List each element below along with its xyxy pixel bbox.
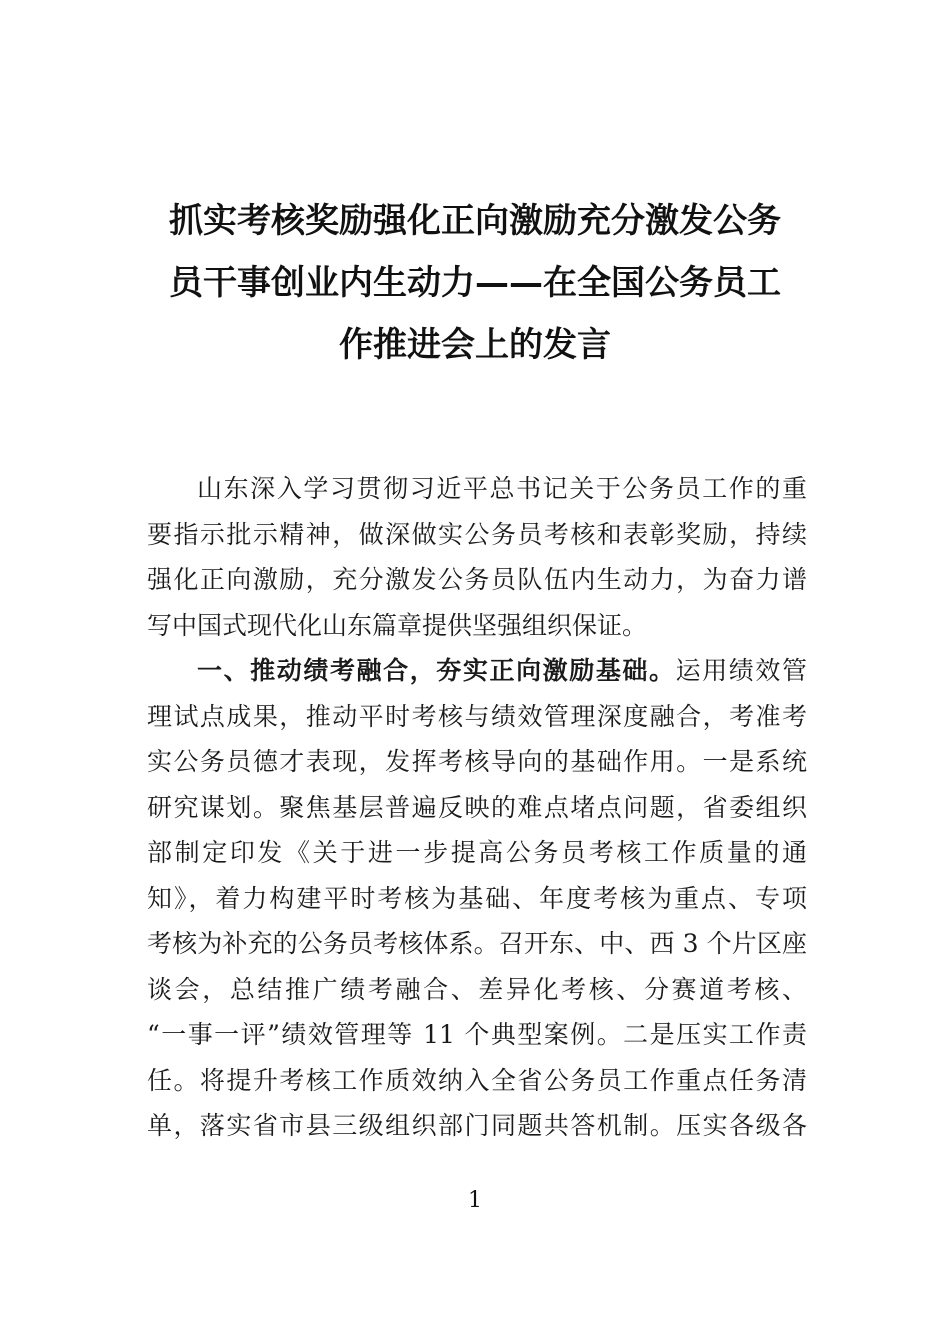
paragraph-line: 任。将提升考核工作质效纳入全省公务员工作重点任务清	[147, 1065, 807, 1095]
document-title	[140, 190, 810, 376]
title-line-2: 员干事创业内生动力——在全国公务员工	[169, 263, 781, 303]
paragraph-line: 谈会，总结推广绩考融合、差异化考核、分赛道考核、	[147, 974, 807, 1004]
section-heading: 一、推动绩考融合，夯实正向激励基础。	[197, 656, 676, 685]
paragraph-line: 知》，着力构建平时考核为基础、年度考核为重点、专项	[147, 883, 807, 913]
paragraph-line: 实公务员德才表现，发挥考核导向的基础作用。一是系统	[147, 747, 807, 776]
paragraph-line: 部制定印发《关于进一步提高公务员考核工作质量的通	[147, 838, 807, 867]
paragraph-line: 研究谋划。聚焦基层普遍反映的难点堵点问题，省委组织	[147, 792, 807, 822]
paragraph-line: 山东深入学习贯彻习近平总书记关于公务员工作的重	[197, 474, 807, 503]
paragraph-line	[147, 648, 807, 694]
paragraph-line: 单，落实省市县三级组织部门同题共答机制。压实各级各	[147, 1111, 807, 1140]
page-number: 1	[468, 1188, 482, 1213]
paragraph-line: 理试点成果，推动平时考核与绩效管理深度融合，考准考	[147, 701, 807, 731]
title-line-1: 抓实考核奖励强化正向激励充分激发公务	[169, 201, 781, 241]
paragraph-line: 要指示批示精神，做深做实公务员考核和表彰奖励，持续	[147, 519, 807, 549]
document-body	[147, 466, 807, 1149]
title-line-3: 作推进会上的发言	[339, 325, 611, 365]
paragraph-intro	[147, 466, 807, 648]
paragraph-line: 考核为补充的公务员考核体系。召开东、中、西 3 个片区座	[147, 929, 807, 958]
paragraph-line: 强化正向激励，充分激发公务员队伍内生动力，为奋力谱	[147, 565, 807, 594]
paragraph-section-one	[147, 648, 807, 1149]
paragraph-line: “一事一评”绩效管理等 11 个典型案例。二是压实工作责	[147, 1020, 807, 1049]
paragraph-line: 写中国式现代化山东篇章提供坚强组织保证。	[147, 610, 648, 640]
section-text-start: 运用绩效管	[675, 656, 807, 685]
